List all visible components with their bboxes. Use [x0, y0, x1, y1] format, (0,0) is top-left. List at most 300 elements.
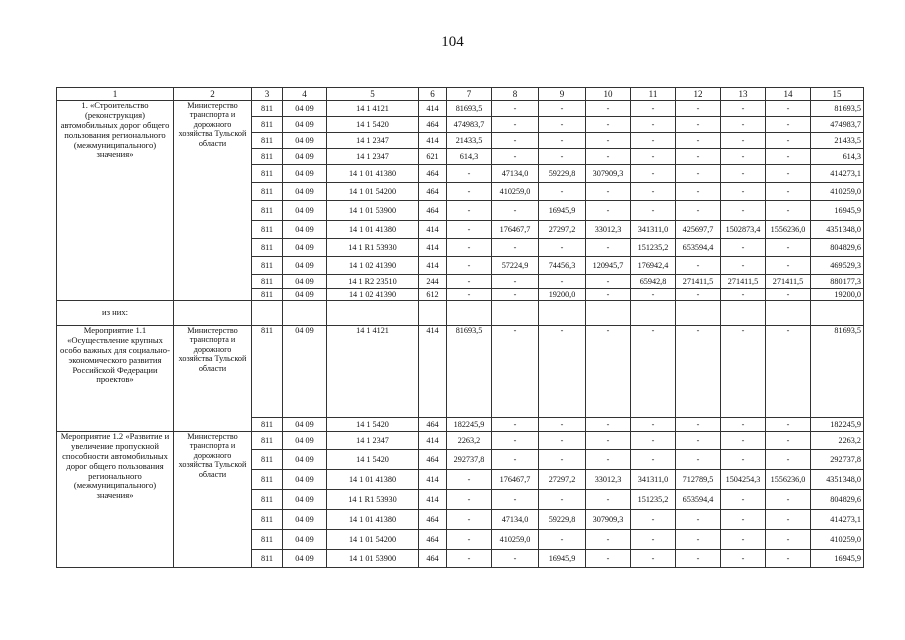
amount-col8: -	[492, 418, 539, 432]
code-section: 04 09	[283, 239, 327, 257]
amount-col13: 1504254,3	[721, 470, 766, 490]
amount-col12: -	[676, 510, 721, 530]
amount-col9: -	[539, 275, 586, 289]
code-expense-type: 414	[419, 101, 447, 117]
empty-cell	[539, 301, 586, 326]
code-section: 04 09	[283, 418, 327, 432]
empty-cell	[447, 301, 492, 326]
column-header: 13	[721, 88, 766, 101]
amount-col11: -	[631, 117, 676, 133]
amount-col10: -	[586, 490, 631, 510]
amount-col7: 474983,7	[447, 117, 492, 133]
amount-col9: -	[539, 133, 586, 149]
amount-col14: -	[766, 326, 811, 418]
code-section: 04 09	[283, 490, 327, 510]
empty-cell	[419, 301, 447, 326]
amount-col11: 65942,8	[631, 275, 676, 289]
amount-col9: -	[539, 183, 586, 201]
code-grbs: 811	[252, 165, 283, 183]
amount-col10: -	[586, 117, 631, 133]
column-header: 1	[57, 88, 174, 101]
code-grbs: 811	[252, 510, 283, 530]
amount-col9: -	[539, 530, 586, 550]
amount-col10: 307909,3	[586, 510, 631, 530]
code-target-article: 14 1 2347	[327, 432, 419, 450]
code-expense-type: 621	[419, 149, 447, 165]
amount-col14: 271411,5	[766, 275, 811, 289]
amount-col13: -	[721, 201, 766, 221]
amount-col14: -	[766, 450, 811, 470]
amount-col13: -	[721, 117, 766, 133]
amount-col9: -	[539, 117, 586, 133]
amount-col7: -	[447, 183, 492, 201]
amount-col9: -	[539, 326, 586, 418]
amount-col10: -	[586, 450, 631, 470]
amount-col8: -	[492, 550, 539, 568]
code-expense-type: 414	[419, 326, 447, 418]
column-header: 5	[327, 88, 419, 101]
total-amount: 410259,0	[811, 530, 864, 550]
amount-col7: -	[447, 490, 492, 510]
amount-col9: 59229,8	[539, 510, 586, 530]
code-expense-type: 612	[419, 289, 447, 301]
amount-col8: 176467,7	[492, 470, 539, 490]
code-expense-type: 464	[419, 550, 447, 568]
amount-col8: -	[492, 490, 539, 510]
amount-col10: 307909,3	[586, 165, 631, 183]
total-amount: 414273,1	[811, 165, 864, 183]
empty-cell	[174, 301, 252, 326]
amount-col8: -	[492, 239, 539, 257]
code-section: 04 09	[283, 149, 327, 165]
amount-col8: 57224,9	[492, 257, 539, 275]
code-target-article: 14 1 02 41390	[327, 289, 419, 301]
amount-col14: -	[766, 133, 811, 149]
amount-col7: -	[447, 165, 492, 183]
column-header: 7	[447, 88, 492, 101]
code-grbs: 811	[252, 133, 283, 149]
amount-col11: -	[631, 149, 676, 165]
amount-col8: 47134,0	[492, 165, 539, 183]
code-section: 04 09	[283, 510, 327, 530]
code-section: 04 09	[283, 470, 327, 490]
amount-col11: 341311,0	[631, 221, 676, 239]
code-expense-type: 414	[419, 133, 447, 149]
amount-col8: -	[492, 450, 539, 470]
amount-col11: -	[631, 530, 676, 550]
amount-col12: 653594,4	[676, 490, 721, 510]
code-target-article: 14 1 2347	[327, 133, 419, 149]
amount-col8: -	[492, 117, 539, 133]
amount-col11: -	[631, 450, 676, 470]
total-amount: 474983,7	[811, 117, 864, 133]
code-expense-type: 464	[419, 165, 447, 183]
code-grbs: 811	[252, 201, 283, 221]
amount-col11: -	[631, 101, 676, 117]
code-grbs: 811	[252, 289, 283, 301]
code-expense-type: 244	[419, 275, 447, 289]
amount-col10: -	[586, 183, 631, 201]
code-grbs: 811	[252, 101, 283, 117]
code-expense-type: 464	[419, 530, 447, 550]
subheader-label: из них:	[57, 301, 174, 326]
code-expense-type: 414	[419, 470, 447, 490]
amount-col13: -	[721, 183, 766, 201]
amount-col7: -	[447, 530, 492, 550]
code-target-article: 14 1 01 54200	[327, 530, 419, 550]
code-expense-type: 414	[419, 490, 447, 510]
empty-cell	[721, 301, 766, 326]
amount-col10: -	[586, 239, 631, 257]
amount-col10: -	[586, 326, 631, 418]
header-row	[57, 88, 864, 101]
amount-col11: -	[631, 201, 676, 221]
code-grbs: 811	[252, 275, 283, 289]
total-amount: 4351348,0	[811, 221, 864, 239]
page-number: 104	[441, 34, 464, 50]
amount-col10: -	[586, 418, 631, 432]
total-amount: 182245,9	[811, 418, 864, 432]
amount-col10: -	[586, 432, 631, 450]
code-section: 04 09	[283, 165, 327, 183]
column-header: 8	[492, 88, 539, 101]
amount-col7: -	[447, 239, 492, 257]
amount-col7: 21433,5	[447, 133, 492, 149]
column-header: 12	[676, 88, 721, 101]
amount-col14: -	[766, 101, 811, 117]
amount-col10: -	[586, 133, 631, 149]
column-header: 11	[631, 88, 676, 101]
total-amount: 19200,0	[811, 289, 864, 301]
amount-col14: -	[766, 117, 811, 133]
code-grbs: 811	[252, 117, 283, 133]
amount-col13: -	[721, 450, 766, 470]
total-amount: 414273,1	[811, 510, 864, 530]
amount-col10: 33012,3	[586, 221, 631, 239]
code-grbs: 811	[252, 550, 283, 568]
amount-col12: 271411,5	[676, 275, 721, 289]
column-header: 2	[174, 88, 252, 101]
amount-col12: -	[676, 149, 721, 165]
code-section: 04 09	[283, 101, 327, 117]
empty-cell	[492, 301, 539, 326]
code-grbs: 811	[252, 239, 283, 257]
code-grbs: 811	[252, 450, 283, 470]
code-expense-type: 414	[419, 432, 447, 450]
amount-col12: -	[676, 117, 721, 133]
column-header: 14	[766, 88, 811, 101]
amount-col7: -	[447, 257, 492, 275]
code-expense-type: 414	[419, 239, 447, 257]
amount-col12: -	[676, 201, 721, 221]
amount-col7: -	[447, 275, 492, 289]
code-target-article: 14 1 5420	[327, 117, 419, 133]
amount-col9: 27297,2	[539, 221, 586, 239]
amount-col8: -	[492, 326, 539, 418]
amount-col14: -	[766, 201, 811, 221]
amount-col12: -	[676, 165, 721, 183]
amount-col12: -	[676, 550, 721, 568]
amount-col12: -	[676, 133, 721, 149]
amount-col8: -	[492, 432, 539, 450]
amount-col13: -	[721, 326, 766, 418]
amount-col12: 425697,7	[676, 221, 721, 239]
amount-col11: -	[631, 133, 676, 149]
code-grbs: 811	[252, 432, 283, 450]
code-section: 04 09	[283, 257, 327, 275]
code-target-article: 14 1 5420	[327, 418, 419, 432]
amount-col14: -	[766, 418, 811, 432]
code-grbs: 811	[252, 490, 283, 510]
amount-col14: -	[766, 183, 811, 201]
amount-col7: -	[447, 510, 492, 530]
code-expense-type: 464	[419, 510, 447, 530]
empty-cell	[586, 301, 631, 326]
code-target-article: 14 1 01 41380	[327, 165, 419, 183]
code-target-article: 14 1 01 41380	[327, 470, 419, 490]
code-expense-type: 464	[419, 450, 447, 470]
amount-col12: -	[676, 432, 721, 450]
code-expense-type: 464	[419, 117, 447, 133]
code-section: 04 09	[283, 201, 327, 221]
amount-col14: -	[766, 165, 811, 183]
table-row	[57, 326, 864, 418]
amount-col9: 16945,9	[539, 201, 586, 221]
amount-col13: -	[721, 550, 766, 568]
code-target-article: 14 1 R1 53930	[327, 490, 419, 510]
amount-col10: -	[586, 550, 631, 568]
amount-col14: -	[766, 257, 811, 275]
total-amount: 292737,8	[811, 450, 864, 470]
amount-col14: -	[766, 550, 811, 568]
empty-cell	[766, 301, 811, 326]
total-amount: 880177,3	[811, 275, 864, 289]
amount-col10: 120945,7	[586, 257, 631, 275]
amount-col12: 712789,5	[676, 470, 721, 490]
amount-col8: -	[492, 275, 539, 289]
amount-col12: -	[676, 326, 721, 418]
amount-col11: 151235,2	[631, 490, 676, 510]
budget-table	[56, 87, 864, 568]
empty-cell	[811, 301, 864, 326]
amount-col13: 1502873,4	[721, 221, 766, 239]
amount-col11: -	[631, 326, 676, 418]
amount-col10: -	[586, 101, 631, 117]
code-target-article: 14 1 02 41390	[327, 257, 419, 275]
total-amount: 804829,6	[811, 239, 864, 257]
amount-col13: -	[721, 432, 766, 450]
amount-col7: 2263,2	[447, 432, 492, 450]
column-header: 15	[811, 88, 864, 101]
executor-name: Министерство транспорта и дорожного хозяйства Тульской области	[174, 101, 252, 301]
total-amount: 2263,2	[811, 432, 864, 450]
code-target-article: 14 1 01 41380	[327, 510, 419, 530]
amount-col7: -	[447, 201, 492, 221]
amount-col11: 341311,0	[631, 470, 676, 490]
amount-col13: -	[721, 289, 766, 301]
code-expense-type: 464	[419, 418, 447, 432]
amount-col10: 33012,3	[586, 470, 631, 490]
amount-col8: -	[492, 149, 539, 165]
measure-description: 1. «Строительство (реконструкция) автомобильных дорог общего пользования регионального (межмуниципального) значения»	[57, 101, 174, 301]
amount-col9: -	[539, 450, 586, 470]
amount-col12: -	[676, 183, 721, 201]
amount-col7: -	[447, 550, 492, 568]
empty-cell	[631, 301, 676, 326]
table-row	[57, 432, 864, 450]
code-target-article: 14 1 4121	[327, 101, 419, 117]
amount-col11: -	[631, 432, 676, 450]
amount-col13: -	[721, 510, 766, 530]
code-grbs: 811	[252, 149, 283, 165]
amount-col11: -	[631, 183, 676, 201]
code-target-article: 14 1 4121	[327, 326, 419, 418]
amount-col12: -	[676, 257, 721, 275]
table-body	[57, 101, 864, 568]
executor-name: Министерство транспорта и дорожного хозяйства Тульской области	[174, 326, 252, 432]
amount-col7: 182245,9	[447, 418, 492, 432]
code-target-article: 14 1 5420	[327, 450, 419, 470]
total-amount: 4351348,0	[811, 470, 864, 490]
empty-cell	[327, 301, 419, 326]
code-section: 04 09	[283, 450, 327, 470]
amount-col12: 653594,4	[676, 239, 721, 257]
amount-col11: -	[631, 165, 676, 183]
code-grbs: 811	[252, 326, 283, 418]
total-amount: 16945,9	[811, 550, 864, 568]
amount-col7: -	[447, 221, 492, 239]
empty-cell	[283, 301, 327, 326]
total-amount: 804829,6	[811, 490, 864, 510]
total-amount: 81693,5	[811, 326, 864, 418]
total-amount: 614,3	[811, 149, 864, 165]
column-header: 4	[283, 88, 327, 101]
column-header: 9	[539, 88, 586, 101]
code-section: 04 09	[283, 289, 327, 301]
amount-col9: -	[539, 490, 586, 510]
amount-col12: -	[676, 289, 721, 301]
code-grbs: 811	[252, 418, 283, 432]
amount-col11: -	[631, 510, 676, 530]
amount-col9: 27297,2	[539, 470, 586, 490]
amount-col13: -	[721, 101, 766, 117]
amount-col10: -	[586, 530, 631, 550]
amount-col9: -	[539, 239, 586, 257]
amount-col14: 1556236,0	[766, 470, 811, 490]
code-section: 04 09	[283, 275, 327, 289]
amount-col13: -	[721, 257, 766, 275]
amount-col13: -	[721, 149, 766, 165]
code-section: 04 09	[283, 432, 327, 450]
code-section: 04 09	[283, 183, 327, 201]
amount-col7: 614,3	[447, 149, 492, 165]
amount-col8: -	[492, 201, 539, 221]
amount-col10: -	[586, 149, 631, 165]
amount-col8: 47134,0	[492, 510, 539, 530]
amount-col14: -	[766, 239, 811, 257]
total-amount: 469529,3	[811, 257, 864, 275]
amount-col9: 19200,0	[539, 289, 586, 301]
code-grbs: 811	[252, 470, 283, 490]
amount-col8: -	[492, 289, 539, 301]
code-target-article: 14 1 01 41380	[327, 221, 419, 239]
amount-col13: -	[721, 133, 766, 149]
code-section: 04 09	[283, 133, 327, 149]
amount-col14: -	[766, 149, 811, 165]
amount-col11: 151235,2	[631, 239, 676, 257]
amount-col7: 292737,8	[447, 450, 492, 470]
column-header: 6	[419, 88, 447, 101]
amount-col7: -	[447, 289, 492, 301]
table-row	[57, 101, 864, 117]
column-header: 3	[252, 88, 283, 101]
amount-col13: -	[721, 418, 766, 432]
amount-col14: -	[766, 432, 811, 450]
code-target-article: 14 1 R2 23510	[327, 275, 419, 289]
amount-col11: 176942,4	[631, 257, 676, 275]
code-target-article: 14 1 R1 53930	[327, 239, 419, 257]
code-section: 04 09	[283, 326, 327, 418]
amount-col9: 59229,8	[539, 165, 586, 183]
amount-col13: 271411,5	[721, 275, 766, 289]
code-section: 04 09	[283, 550, 327, 568]
amount-col8: 410259,0	[492, 530, 539, 550]
subheader-row	[57, 301, 864, 326]
amount-col11: -	[631, 289, 676, 301]
code-grbs: 811	[252, 257, 283, 275]
code-target-article: 14 1 01 54200	[327, 183, 419, 201]
amount-col9: -	[539, 149, 586, 165]
code-grbs: 811	[252, 530, 283, 550]
code-grbs: 811	[252, 221, 283, 239]
amount-col13: -	[721, 490, 766, 510]
amount-col14: 1556236,0	[766, 221, 811, 239]
executor-name: Министерство транспорта и дорожного хозяйства Тульской области	[174, 432, 252, 568]
amount-col8: 176467,7	[492, 221, 539, 239]
amount-col12: -	[676, 418, 721, 432]
amount-col9: 74456,3	[539, 257, 586, 275]
measure-description: Мероприятие 1.2 «Развитие и увеличение пропускной способности автомобильных дорог общего пользования регионального (межмуниципального) значения»	[57, 432, 174, 568]
code-expense-type: 464	[419, 183, 447, 201]
code-section: 04 09	[283, 530, 327, 550]
amount-col11: -	[631, 418, 676, 432]
code-section: 04 09	[283, 221, 327, 239]
amount-col14: -	[766, 510, 811, 530]
amount-col13: -	[721, 239, 766, 257]
amount-col9: -	[539, 432, 586, 450]
amount-col7: -	[447, 470, 492, 490]
column-header: 10	[586, 88, 631, 101]
code-expense-type: 414	[419, 221, 447, 239]
amount-col13: -	[721, 530, 766, 550]
code-section: 04 09	[283, 117, 327, 133]
amount-col11: -	[631, 550, 676, 568]
code-target-article: 14 1 2347	[327, 149, 419, 165]
empty-cell	[676, 301, 721, 326]
amount-col9: 16945,9	[539, 550, 586, 568]
total-amount: 21433,5	[811, 133, 864, 149]
amount-col9: -	[539, 101, 586, 117]
amount-col7: 81693,5	[447, 101, 492, 117]
amount-col12: -	[676, 450, 721, 470]
amount-col12: -	[676, 101, 721, 117]
total-amount: 16945,9	[811, 201, 864, 221]
code-grbs: 811	[252, 183, 283, 201]
amount-col13: -	[721, 165, 766, 183]
amount-col10: -	[586, 275, 631, 289]
amount-col9: -	[539, 418, 586, 432]
code-target-article: 14 1 01 53900	[327, 201, 419, 221]
